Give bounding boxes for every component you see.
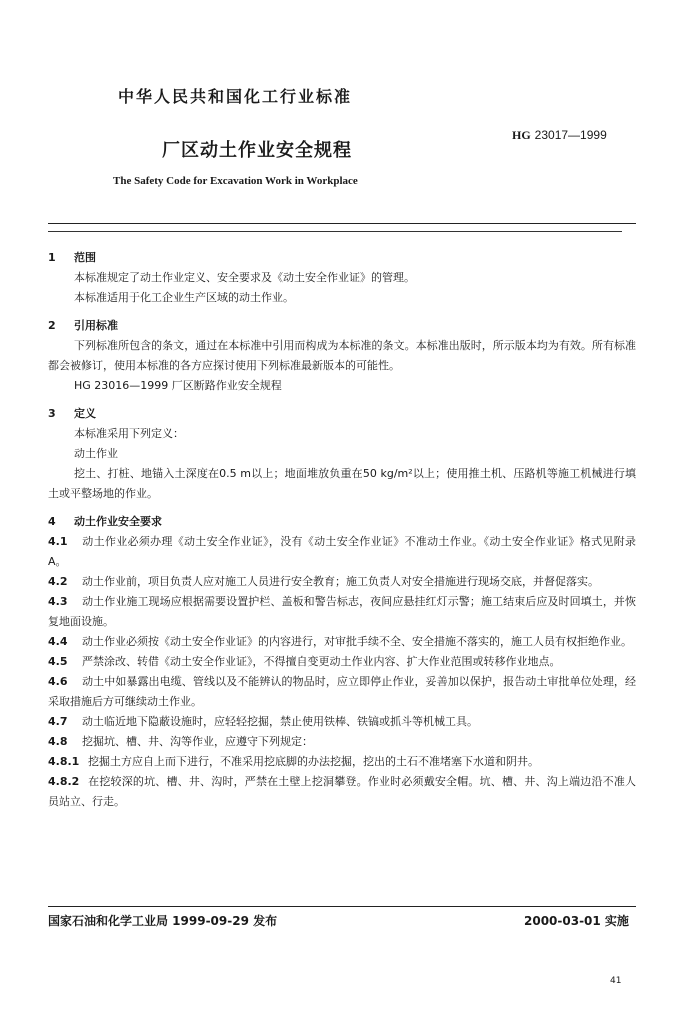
section-1-paragraph: 本标准规定了动土作业定义、安全要求及《动土安全作业证》的管理。 xyxy=(74,271,415,284)
clause-item: 4.1 动土作业必须办理《动土安全作业证》，没有《动土安全作业证》不准动土作业。《动土安全作业证》格式见附录A。 xyxy=(48,535,636,568)
clause-item: 4.8 挖掘坑、槽、井、沟等作业，应遵守下列规定： xyxy=(48,735,313,748)
standard-code xyxy=(512,128,607,143)
document-title-chinese: 厂区动土作业安全规程 xyxy=(162,140,352,161)
sub-clause-item: 4.8.2 在挖较深的坑、槽、井、沟时，严禁在土壁上挖洞攀登。作业时必须戴安全帽。坑、槽、井、沟上端边沿不准人员站立、行走。 xyxy=(48,775,636,808)
standard-code-number: 23017—1999 xyxy=(534,128,607,142)
header-rule-thin xyxy=(48,231,622,232)
page-number: 41 xyxy=(610,976,622,986)
section-2-heading: 2 引用标准 xyxy=(48,319,118,332)
section-1-heading: 1 范围 xyxy=(48,251,96,264)
definition-term: 动土作业 xyxy=(74,447,118,460)
clause-item: 4.7 动土临近地下隐蔽设施时，应轻轻挖掘，禁止使用铁棒、铁镐或抓斗等机械工具。 xyxy=(48,715,478,728)
clause-item: 4.2 动土作业前，项目负责人应对施工人员进行安全教育；施工负责人对安全措施进行现场交底，并督促落实。 xyxy=(48,575,599,588)
section-1-paragraph: 本标准适用于化工企业生产区域的动土作业。 xyxy=(74,291,294,304)
issue-statement: 国家石油和化学工业局 1999-09-29 发布 xyxy=(48,914,278,928)
clause-item: 4.5 严禁涂改、转借《动土安全作业证》，不得擅自变更动土作业内容、扩大作业范围或转移作业地点。 xyxy=(48,655,561,668)
clause-item: 4.6 动土中如暴露出电缆、管线以及不能辨认的物品时，应立即停止作业，妥善加以保护，报告动土审批单位处理，经采取措施后方可继续动土作业。 xyxy=(48,675,636,708)
standard-code-prefix: HG xyxy=(512,128,531,142)
header-rule-thick xyxy=(48,223,636,224)
section-2-paragraph: 下列标准所包含的条文，通过在本标准中引用而构成为本标准的条文。本标准出版时，所示版本均为有效。所有标准都会被修订，使用本标准的各方应探讨使用下列标准最新版本的可能性。 xyxy=(48,339,636,372)
clause-item: 4.4 动土作业必须按《动土安全作业证》的内容进行，对审批手续不全、安全措施不落实的，施工人员有权拒绝作业。 xyxy=(48,635,632,648)
sub-clause-item: 4.8.1 挖掘土方应自上而下进行，不准采用挖底脚的办法挖掘，挖出的土石不准堵塞下水道和阴井。 xyxy=(48,755,539,768)
implementation-date: 2000-03-01 实施 xyxy=(524,914,629,928)
definition-text: 挖土、打桩、地锚入土深度在0.5 m以上；地面堆放负重在50 kg/m²以上；使用推土机、压路机等施工机械进行填土或平整场地的作业。 xyxy=(48,467,636,500)
section-4-heading: 4 动土作业安全要求 xyxy=(48,515,162,528)
section-3-paragraph: 本标准采用下列定义： xyxy=(74,427,184,440)
national-standard-heading: 中华人民共和国化工行业标准 xyxy=(118,87,353,106)
section-3-heading: 3 定义 xyxy=(48,407,96,420)
clause-item: 4.3 动土作业施工现场应根据需要设置护栏、盖板和警告标志，夜间应悬挂红灯示警；施工结束后应及时回填土，并恢复地面设施。 xyxy=(48,595,636,628)
document-title-english: The Safety Code for Excavation Work in Workplace xyxy=(113,175,358,187)
normative-reference: HG 23016—1999 厂区断路作业安全规程 xyxy=(74,379,282,392)
footer-rule xyxy=(48,906,636,907)
document-body xyxy=(48,248,636,812)
